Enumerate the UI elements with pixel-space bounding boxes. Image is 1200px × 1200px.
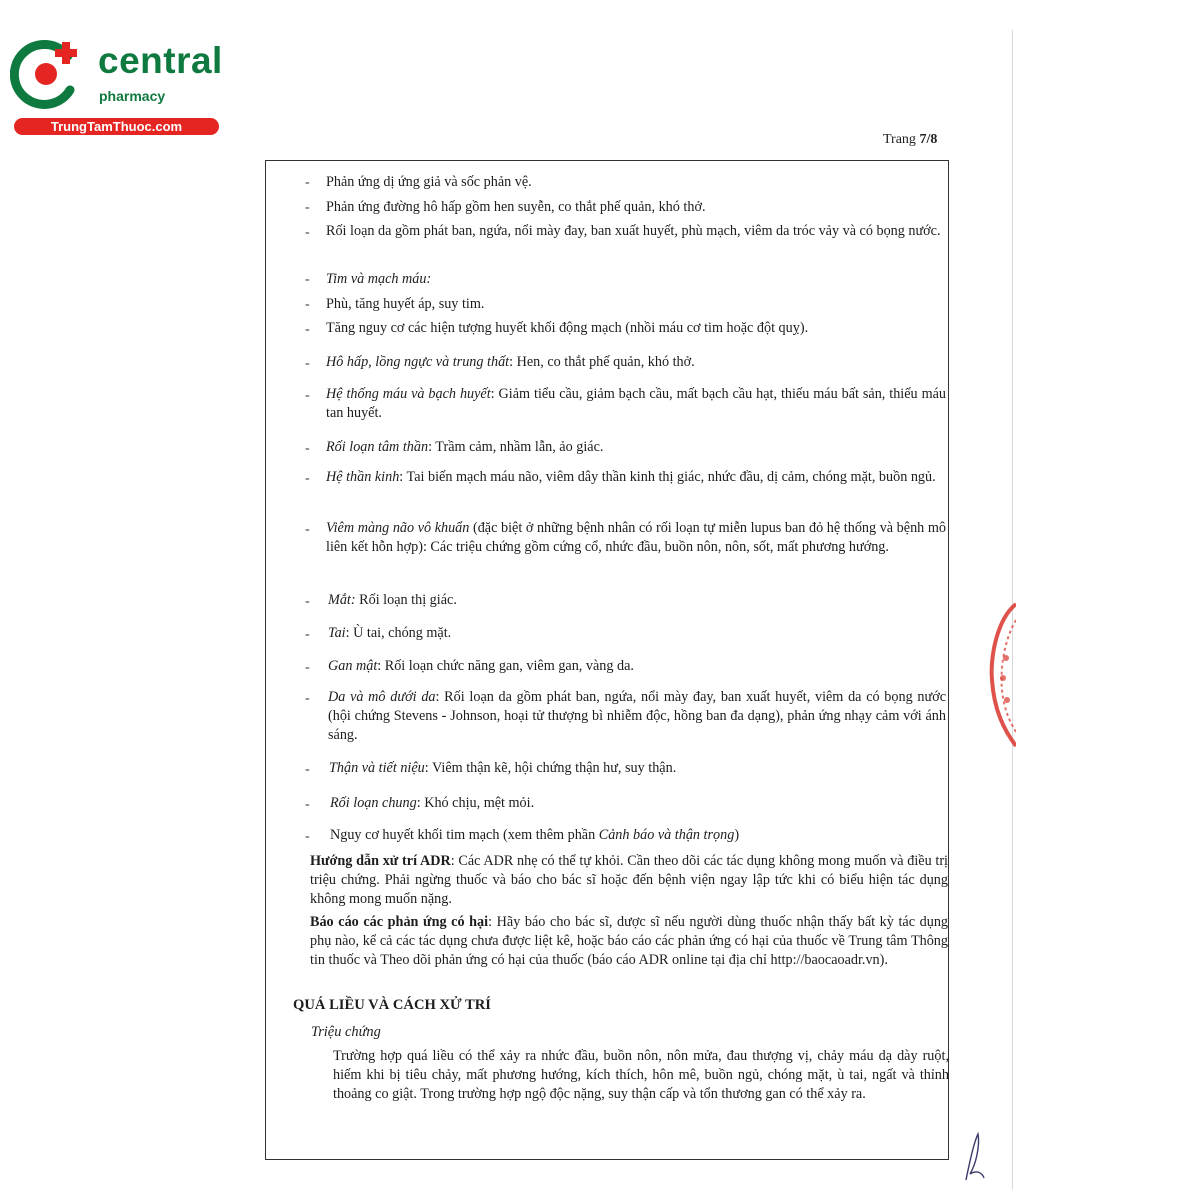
list-item: Gan mật: Rối loạn chức năng gan, viêm gan, vàng da. [328, 658, 634, 674]
adr-report-paragraph [310, 913, 948, 970]
page-number-value: 7/8 [919, 132, 938, 147]
adr-guidance-title: Hướng dẫn xử trí ADR [310, 853, 451, 869]
pharmacy-cross-icon [10, 38, 90, 110]
list-item: Phù, tăng huyết áp, suy tim. [326, 296, 485, 312]
list-item: Tai: Ù tai, chóng mặt. [328, 625, 452, 641]
adr-report-title: Báo cáo các phản ứng có hại [310, 914, 489, 930]
logo-brand-text: central [98, 40, 223, 81]
adr-guidance-text: : Các ADR nhẹ có thể tự khỏi. Cần theo dõi các tác dụng không mong muốn và điều trị triệu chứng. Phải ngừng thuốc và báo cho bác sĩ hoặc đến bệnh viện ngay lập tức khi có biểu hiện tác dụng không mong muốn nặng. [310, 853, 948, 907]
overdose-paragraph: Trường hợp quá liều có thể xảy ra nhức đầu, buồn nôn, nôn mửa, đau thượng vị, chảy máu dạ dày ruột, hiếm khi bị tiêu chảy, mất phương hướng, kích thích, hôn mê, buồn ngủ, chóng mặt, ù tai, ngất và thỉnh thoảng co giật. Trong trường hợp ngộ độc nặng, suy thận cấp và tổn thương gan có thể xảy ra. [333, 1048, 949, 1102]
list-item: Da và mô dưới da: Rối loạn da gồm phát ban, ngứa, nổi mày đay, ban xuất huyết, viêm da có bọng nước (hội chứng Stevens - Johnson, hoại tử thượng bì nhiễm độc, hồng ban đa dạng), phản ứng nhạy cảm với ánh sáng. [328, 689, 946, 743]
list-item: Mắt: Rối loạn thị giác. [328, 592, 457, 608]
symptoms-subheading: Triệu chứng [311, 1024, 381, 1040]
list-item: Rối loạn da gồm phát ban, ngứa, nổi mày đay, ban xuất huyết, phù mạch, viêm da tróc vảy và có bọng nước. [326, 223, 941, 239]
red-stamp-fragment [986, 600, 1016, 750]
list-item: Nguy cơ huyết khối tim mạch (xem thêm phần Cảnh báo và thận trọng) [330, 827, 740, 843]
list-item: Viêm màng não vô khuẩn (đặc biệt ở những bệnh nhân có rối loạn tự miễn lupus ban đỏ hệ thống và bệnh mô liên kết hỗn hợp): Các triệu chứng gồm cứng cổ, nhức đầu, buồn nôn, nôn, sốt, mất phương hướng. [326, 520, 946, 555]
list-item: Hệ thần kinh: Tai biến mạch máu não, viêm dây thần kinh thị giác, nhức đầu, dị cảm, chóng mặt, buồn ngủ. [326, 469, 936, 485]
list-item: Rối loạn tâm thần: Trầm cảm, nhầm lẫn, ảo giác. [326, 439, 604, 455]
list-item: Phản ứng dị ứng giả và sốc phản vệ. [326, 174, 532, 190]
adr-guidance-paragraph [310, 852, 948, 909]
list-item: Hô hấp, lồng ngực và trung thất: Hen, co thắt phế quản, khó thở. [326, 354, 695, 370]
page-label: Trang [883, 132, 916, 147]
list-item: Phản ứng đường hô hấp gồm hen suyễn, co thắt phế quản, khó thở. [326, 199, 706, 215]
logo-sub-text: pharmacy [99, 88, 166, 104]
list-item: Hệ thống máu và bạch huyết: Giảm tiểu cầu, giảm bạch cầu, mất bạch cầu hạt, thiếu máu bất sản, thiếu máu tan huyết. [326, 386, 946, 421]
logo-url-badge[interactable]: TrungTamThuoc.com [14, 118, 219, 135]
list-item: Thận và tiết niệu: Viêm thận kẽ, hội chứng thận hư, suy thận. [329, 760, 677, 776]
signature-mark [960, 1130, 990, 1185]
list-item: Tăng nguy cơ các hiện tượng huyết khối động mạch (nhồi máu cơ tim hoặc đột quỵ). [326, 320, 809, 336]
page-number [883, 132, 937, 148]
adr-report-text: : Hãy báo cho bác sĩ, dược sĩ nếu người dùng thuốc nhận thấy bất kỳ tác dụng phụ nào, kể cả các tác dụng chưa được liệt kê, hoặc báo cáo các phản ứng có hại của thuốc về Trung tâm Thông tin thuốc và Theo dõi phản ứng có hại của thuốc (báo cáo ADR online tại địa chỉ http://baocaoadr.vn). [310, 914, 949, 968]
central-pharmacy-logo[interactable] [10, 36, 223, 138]
list-item: Rối loạn chung: Khó chịu, mệt mỏi. [330, 795, 535, 811]
overdose-heading: QUÁ LIỀU VÀ CÁCH XỬ TRÍ [293, 997, 491, 1013]
list-item: Tim và mạch máu: [326, 271, 432, 287]
